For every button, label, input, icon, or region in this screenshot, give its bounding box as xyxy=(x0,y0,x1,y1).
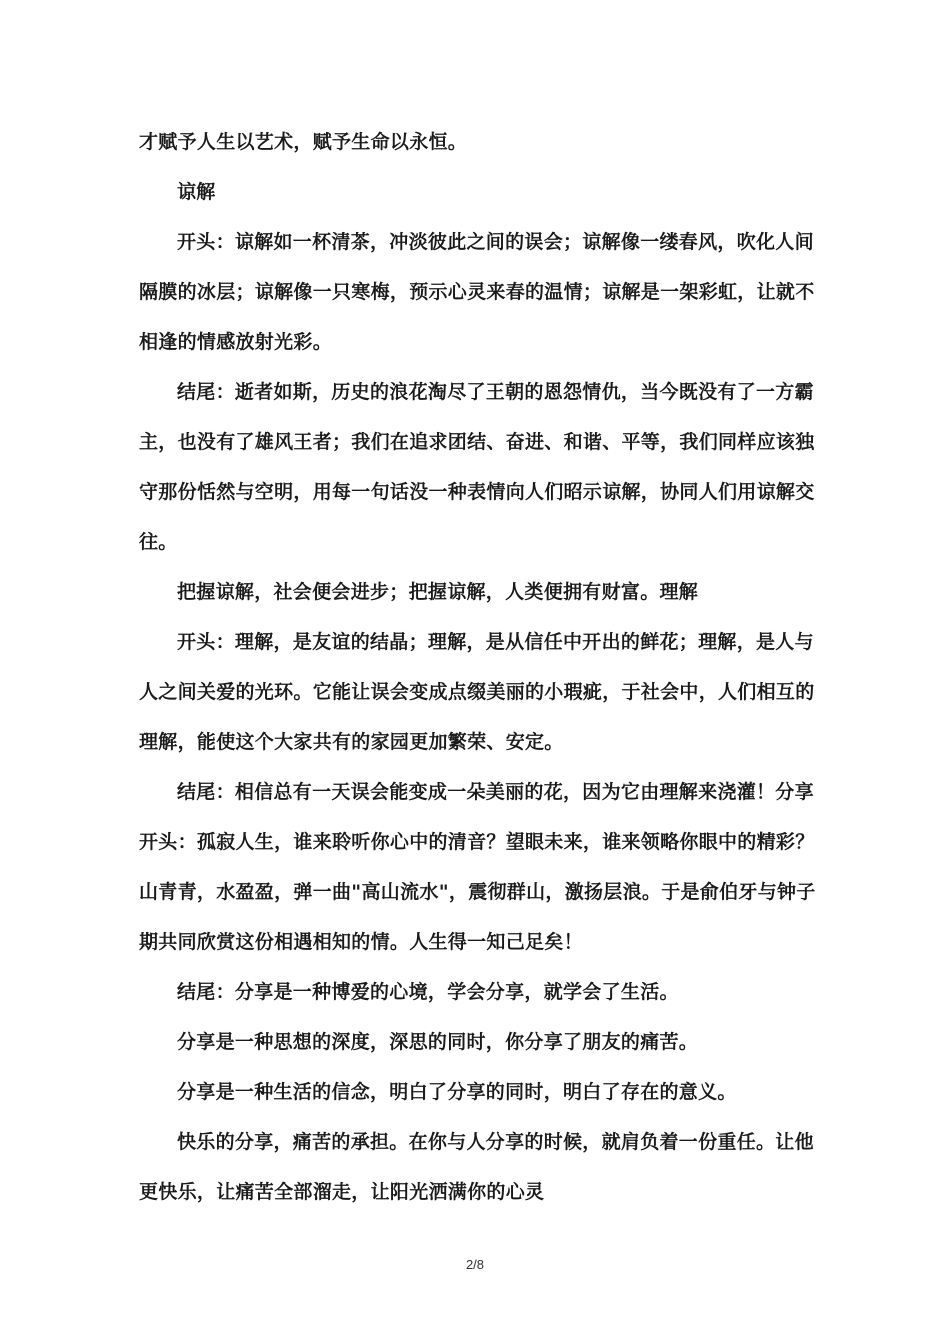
text-line: 开头：孤寂人生，谁来聆听你心中的清音？望眼未来，谁来领略你眼中的精彩？ xyxy=(139,831,815,853)
text-line: 往。 xyxy=(139,531,178,553)
text-line: 隔膜的冰层；谅解像一只寒梅，预示心灵来春的温情；谅解是一架彩虹，让就不 xyxy=(139,281,815,303)
text-line: 主，也没有了雄风王者；我们在追求团结、奋进、和谐、平等，我们同样应该独 xyxy=(139,431,815,453)
text-line: 相逢的情感放射光彩。 xyxy=(139,331,333,353)
text-line: 山青青，水盈盈，弹一曲"高山流水"，震彻群山，激扬层浪。于是俞伯牙与钟子 xyxy=(139,881,816,903)
text-line: 结尾：分享是一种博爱的心境，学会分享，就学会了生活。 xyxy=(177,981,679,1003)
text-line: 开头：谅解如一杯清茶，冲淡彼此之间的误会；谅解像一缕春风，吹化人间 xyxy=(177,231,814,253)
page-number: 2/8 xyxy=(465,1257,485,1272)
text-line: 理解，能使这个大家共有的家园更加繁荣、安定。 xyxy=(139,731,564,753)
text-line: 守那份恬然与空明，用每一句话没一种表情向人们昭示谅解，协同人们用谅解交 xyxy=(139,481,815,503)
text-line: 更快乐，让痛苦全部溜走，让阳光洒满你的心灵 xyxy=(139,1181,545,1203)
text-line: 期共同欣赏这份相遇相知的情。人生得一知己足矣！ xyxy=(139,931,583,953)
document-body xyxy=(139,124,817,1224)
text-line: 开头：理解，是友谊的结晶；理解，是从信任中开出的鲜花；理解，是人与 xyxy=(177,631,814,653)
text-line: 把握谅解，社会便会进步；把握谅解，人类便拥有财富。理解 xyxy=(177,581,699,603)
text-line: 分享是一种生活的信念，明白了分享的同时，明白了存在的意义。 xyxy=(177,1081,737,1103)
text-line: 分享是一种思想的深度，深思的同时，你分享了朋友的痛苦。 xyxy=(177,1031,699,1053)
text-line: 才赋予人生以艺术，赋予生命以永恒。 xyxy=(139,131,468,153)
text-line: 快乐的分享，痛苦的承担。在你与人分享的时候，就肩负着一份重任。让他 xyxy=(177,1131,814,1153)
text-line: 谅解 xyxy=(177,181,216,203)
text-line: 结尾：相信总有一天误会能变成一朵美丽的花，因为它由理解来浇灌！分享 xyxy=(177,781,814,803)
text-line: 结尾：逝者如斯，历史的浪花淘尽了王朝的恩怨情仇，当今既没有了一方霸 xyxy=(177,381,814,403)
text-line: 人之间关爱的光环。它能让误会变成点缀美丽的小瑕疵，于社会中，人们相互的 xyxy=(139,681,815,703)
